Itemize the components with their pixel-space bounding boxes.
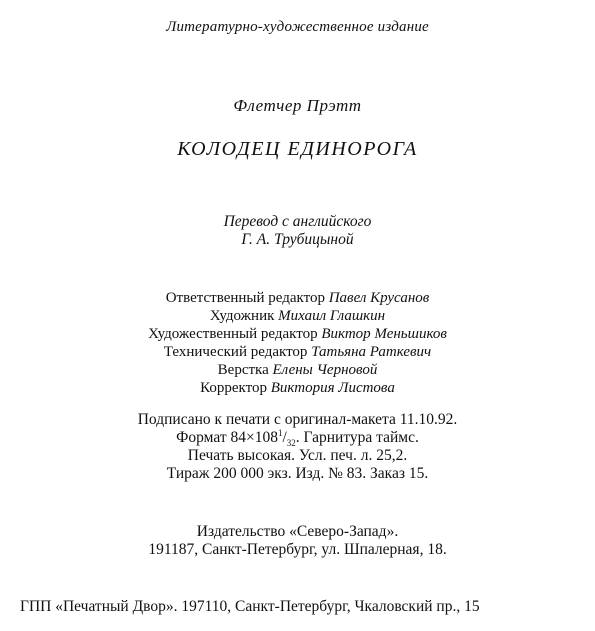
translation-note: Перевод с английского: [223, 213, 372, 230]
credit-name: Павел Крусанов: [328, 290, 430, 306]
credit-name: Елены Черновой: [272, 362, 378, 378]
author-name: Флетчер Прэтт: [233, 96, 362, 115]
format-number: 108: [254, 429, 278, 446]
credit-line: [0, 379, 595, 397]
credit-name: Виктор Меньшиков: [321, 326, 447, 342]
circulation-line: Тираж 200 000 экз. Изд. № 83. Заказ 15.: [166, 465, 429, 482]
credit-line: [0, 289, 595, 307]
format-suffix: . Гарнитура таймс.: [295, 429, 419, 446]
book-title: КОЛОДЕЦ ЕДИНОРОГА: [177, 138, 418, 160]
publisher-name: Издательство «Северо-Запад».: [196, 523, 399, 540]
credit-role: Корректор: [200, 380, 267, 396]
credit-role: Ответственный редактор: [165, 290, 325, 306]
credit-name: Татьяна Раткевич: [311, 344, 432, 360]
credit-line: [0, 325, 595, 343]
times-sign: ×: [245, 429, 255, 446]
publisher-address: 191187, Санкт-Петербург, ул. Шпалерная, 18.: [148, 541, 447, 558]
credit-line: [0, 307, 595, 325]
credit-role: Художественный редактор: [148, 326, 318, 342]
printer-line: ГПП «Печатный Двор». 197110, Санкт-Петербург, Чкаловский пр., 15: [20, 598, 480, 615]
printing-line: Печать высокая. Усл. печ. л. 25,2.: [187, 447, 408, 464]
format-superscript: 1: [277, 427, 283, 438]
format-subscript: 32: [286, 438, 296, 449]
credit-role: Верстка: [217, 362, 269, 378]
format-line: [0, 429, 595, 447]
series-label: Литературно-художественное издание: [166, 19, 429, 35]
format-slash: /: [282, 429, 287, 446]
credit-role: Технический редактор: [163, 344, 308, 360]
credit-line: [0, 361, 595, 379]
credit-line: [0, 343, 595, 361]
credit-role: Художник: [209, 308, 275, 324]
credit-name: Михаил Глашкин: [278, 308, 386, 324]
signed-to-print: Подписано к печати с оригинал-макета 11.10.92.: [137, 411, 458, 428]
format-prefix: Формат 84: [176, 429, 246, 446]
credit-name: Виктория Листова: [270, 380, 395, 396]
translator-name: Г. А. Трубицыной: [241, 231, 354, 248]
